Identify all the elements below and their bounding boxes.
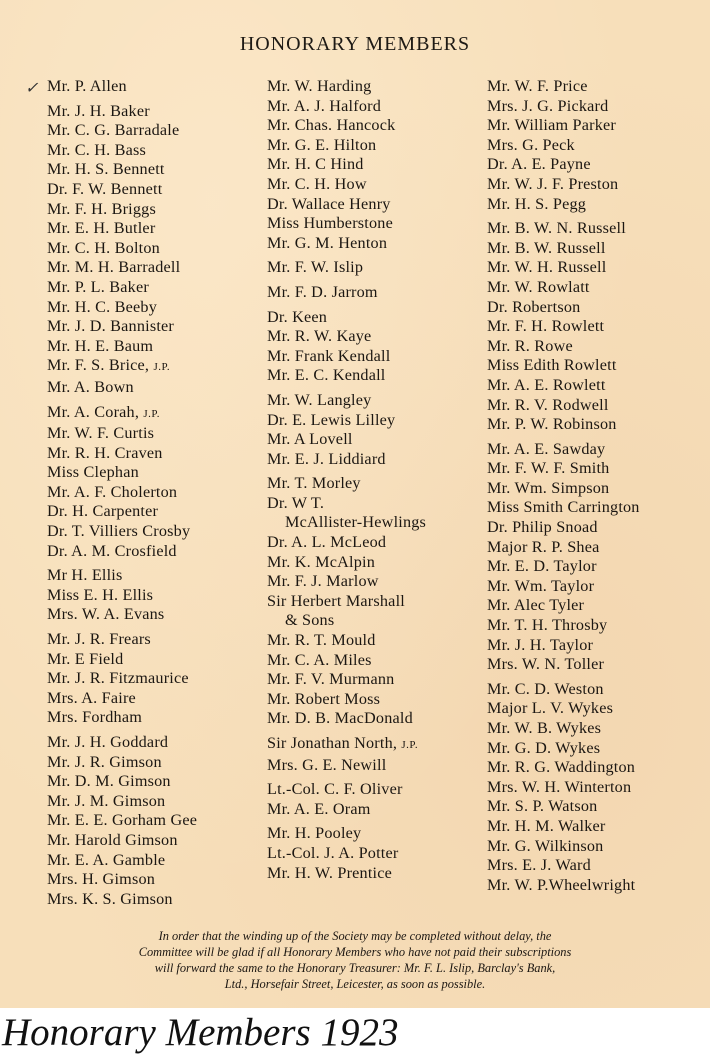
member-name <box>487 116 640 136</box>
member-name <box>487 758 640 778</box>
member-name <box>47 378 197 398</box>
member-name-text: Sir Jonathan North, <box>267 734 398 752</box>
member-name <box>267 175 426 195</box>
member-name <box>267 234 426 254</box>
member-name-text: Mr. E. E. Gorham Gee <box>47 811 198 830</box>
member-name <box>487 97 640 117</box>
member-name-text: Mr. R. W. Kaye <box>267 327 372 346</box>
member-name <box>47 141 197 161</box>
member-name-text: Mr. G. D. Wykes <box>487 738 601 757</box>
member-name <box>267 450 426 470</box>
member-name <box>47 870 197 890</box>
member-name-text: Mr. E. H. Butler <box>47 219 156 238</box>
member-name-text: Mr. C. G. Barradale <box>47 121 180 140</box>
member-name-text: Mr. Chas. Hancock <box>267 116 396 135</box>
member-name <box>47 733 197 753</box>
member-name <box>47 200 197 220</box>
member-name <box>267 214 426 234</box>
member-name-text: Mr. Wm. Simpson <box>487 478 610 497</box>
member-name <box>487 498 640 518</box>
member-name-text: Miss E. H. Ellis <box>47 585 154 604</box>
member-name <box>47 180 197 200</box>
member-name-text: Mr. C. H. Bolton <box>47 238 160 257</box>
note-line: Committee will be glad if all Honorary Members who have not paid their subscriptions <box>138 945 572 959</box>
member-name-text: & Sons <box>285 611 335 630</box>
page-title: HONORARY MEMBERS <box>239 33 471 55</box>
member-name-text: Mr. F. W. F. Smith <box>487 459 610 478</box>
member-name <box>47 403 197 425</box>
member-name <box>47 566 197 586</box>
member-name-text: Mr. S. P. Watson <box>487 797 598 816</box>
member-name-text: Mr. R. H. Craven <box>47 443 163 462</box>
member-name <box>47 121 197 141</box>
member-name <box>487 616 640 636</box>
member-name-text: Miss Clephan <box>47 463 139 482</box>
member-name <box>47 463 197 483</box>
member-name <box>47 356 197 378</box>
member-name-text: Mr. F. D. Jarrom <box>267 282 378 301</box>
member-name-text: Mr. H. C. Beeby <box>47 297 158 316</box>
member-name <box>47 851 197 871</box>
member-name <box>487 817 640 837</box>
member-name <box>487 155 640 175</box>
member-name <box>47 792 197 812</box>
member-name-text: Mr. W. P.Wheelwright <box>487 875 636 894</box>
member-name-text: Mrs. A. Faire <box>47 688 136 707</box>
member-name <box>47 337 197 357</box>
member-name-text: Mr. A. J. Halford <box>267 96 382 115</box>
image-caption: Honorary Members 1923 <box>2 1011 399 1054</box>
member-name <box>267 430 426 450</box>
member-name-text: Mr. A. E. Oram <box>267 799 371 818</box>
member-name-text: Mr. Frank Kendall <box>267 346 391 365</box>
member-name <box>47 278 197 298</box>
member-name <box>267 195 426 215</box>
member-name-text: Dr. H. Carpenter <box>47 502 159 521</box>
member-name <box>47 239 197 259</box>
member-name-text: Mr. D. M. Gimson <box>47 772 171 791</box>
member-name-text: Mr. R. Rowe <box>487 336 573 355</box>
member-name-text: Miss Edith Rowlett <box>487 356 617 375</box>
member-name-text: Mr. J. H. Taylor <box>487 635 594 654</box>
member-name <box>487 538 640 558</box>
member-name <box>47 772 197 792</box>
member-name-text: Mr. J. H. Baker <box>47 101 150 120</box>
member-name <box>487 239 640 259</box>
member-name <box>47 586 197 606</box>
member-name-text: Mr. A. Corah, <box>47 402 140 421</box>
member-name-text: Mr. C. D. Weston <box>487 679 604 698</box>
member-name-text: Mr. Alec Tyler <box>487 596 585 615</box>
member-title-suffix: J.P. <box>153 361 171 374</box>
member-name-text: Mr. A. F. Cholerton <box>47 482 178 501</box>
member-name <box>487 440 640 460</box>
member-name <box>487 739 640 759</box>
member-name <box>487 175 640 195</box>
member-name-text: Dr. W T. <box>267 493 325 512</box>
member-name <box>487 258 640 278</box>
member-name-text: Mr. C. H. How <box>267 174 367 193</box>
member-name <box>487 856 640 876</box>
member-name-text: Mr. F. W. Islip <box>267 258 364 277</box>
member-name <box>487 278 640 298</box>
member-name <box>487 479 640 499</box>
member-name <box>267 283 426 303</box>
member-name <box>267 553 426 573</box>
member-name <box>47 811 197 831</box>
member-name-text: Mr H. Ellis <box>47 566 123 585</box>
member-name <box>267 690 426 710</box>
member-name <box>267 670 426 690</box>
member-name <box>267 155 426 175</box>
member-name-text: Mr. T. Morley <box>267 474 361 493</box>
note-line: In order that the winding up of the Society may be completed without delay, the <box>158 929 552 943</box>
member-name <box>47 298 197 318</box>
member-name-text: Mr. A. E. Sawday <box>487 439 606 458</box>
subscription-note <box>30 928 680 992</box>
member-name-text: Dr. Philip Snoad <box>487 518 598 537</box>
member-name-text: Mr. A Lovell <box>267 430 353 449</box>
member-name-text: Mrs. W. H. Winterton <box>487 777 632 796</box>
note-line: Ltd., Horsefair Street, Leicester, as soon as possible. <box>224 977 486 991</box>
member-name-text: Mr. W. B. Wykes <box>487 719 602 737</box>
member-name-text: Mr. Harold Gimson <box>47 830 178 849</box>
member-name-text: Mr. K. McAlpin <box>267 552 376 571</box>
member-name <box>267 77 426 97</box>
member-name-text: Mr. R. G. Waddington <box>487 758 636 777</box>
member-name <box>47 77 197 97</box>
member-name <box>47 542 197 562</box>
member-name-text: Mr. B. W. N. Russell <box>487 219 626 238</box>
member-name <box>267 97 426 117</box>
member-name <box>47 102 197 122</box>
member-name-text: Mr. G. Wilkinson <box>487 836 604 855</box>
member-name <box>267 391 426 411</box>
member-name <box>47 605 197 625</box>
member-name-text: Mr. Wm. Taylor <box>487 576 595 595</box>
member-name <box>487 557 640 577</box>
member-name <box>47 669 197 689</box>
member-name-text: Mr. P. Allen <box>47 77 127 95</box>
member-name-text: Mr. H. W. Prentice <box>267 863 392 882</box>
member-name <box>487 680 640 700</box>
member-name <box>267 411 426 431</box>
member-name <box>487 596 640 616</box>
member-name <box>487 636 640 656</box>
member-name <box>47 317 197 337</box>
member-name-text: Mr. A. Bown <box>47 377 134 396</box>
member-name-text: Mr. J. R. Fitzmaurice <box>47 669 189 688</box>
member-name <box>267 258 426 278</box>
member-name-text: Mr. E Field <box>47 649 124 668</box>
member-name <box>487 719 640 739</box>
member-name <box>47 890 197 910</box>
member-name <box>267 864 426 884</box>
member-name <box>47 630 197 650</box>
member-name <box>487 195 640 215</box>
member-name-text: Dr. F. W. Bennett <box>47 179 163 198</box>
member-name-text: Mr. H. E. Baum <box>47 336 154 355</box>
member-name-text: Mr. F. S. Brice, <box>47 356 150 375</box>
member-name-text: Major L. V. Wykes <box>487 699 614 718</box>
member-name-text: Dr. Wallace Henry <box>267 194 391 213</box>
member-name-text: Mr. A. E. Rowlett <box>487 375 606 394</box>
member-name-text: Mr. H. S. Pegg <box>487 194 587 213</box>
member-name-text: Mr. B. W. Russell <box>487 238 606 257</box>
member-name-text: Mr. E. D. Taylor <box>487 557 597 576</box>
member-name <box>487 219 640 239</box>
member-name-text: McAllister-Hewlings <box>285 513 427 532</box>
member-name-text: Dr. Keen <box>267 307 328 326</box>
member-name <box>487 298 640 318</box>
member-name-text: Sir Herbert Marshall <box>267 591 405 610</box>
member-name <box>267 533 426 553</box>
member-name <box>47 708 197 728</box>
member-name <box>267 734 426 756</box>
member-name-text: Major R. P. Shea <box>487 537 600 556</box>
member-name <box>487 655 640 675</box>
member-name-text: Mr. W. F. Curtis <box>47 424 155 443</box>
member-column-2 <box>267 77 426 883</box>
member-name-text: Mr. D. B. MacDonald <box>267 709 413 728</box>
member-name <box>47 258 197 278</box>
member-name <box>487 376 640 396</box>
member-name <box>47 689 197 709</box>
member-name-text: Mr. H. M. Walker <box>487 816 606 835</box>
member-name-text: Mr. W. Rowlatt <box>487 277 590 296</box>
member-name-text: Mr. E. A. Gamble <box>47 850 166 869</box>
member-name <box>47 650 197 670</box>
member-name-text: Mr. R. V. Rodwell <box>487 395 609 414</box>
member-name-text: Mr. H. S. Bennett <box>47 160 165 179</box>
member-name <box>487 396 640 416</box>
member-name <box>267 136 426 156</box>
member-name-text: Mrs. Fordham <box>47 708 143 727</box>
member-name-text: Mr. J. D. Bannister <box>47 317 174 336</box>
member-name-text: Mr. J. R. Frears <box>47 630 151 649</box>
member-name-text: Mr. G. E. Hilton <box>267 135 377 154</box>
member-name-text: Mrs. J. G. Pickard <box>487 96 609 115</box>
member-name <box>487 317 640 337</box>
member-name <box>487 356 640 376</box>
member-name <box>47 444 197 464</box>
member-name-text: Mr. J. R. Gimson <box>47 752 162 771</box>
member-name-text: Mr. W. J. F. Preston <box>487 174 619 193</box>
member-name-text: Dr. T. Villiers Crosby <box>47 522 191 541</box>
member-name <box>267 800 426 820</box>
member-name <box>267 844 426 864</box>
member-name-text: Mrs. H. Gimson <box>47 870 156 889</box>
member-name-text: Mr. E. J. Liddiard <box>267 449 386 468</box>
member-name <box>487 699 640 719</box>
member-name <box>47 160 197 180</box>
member-name-text: Mr. C. A. Miles <box>267 650 372 669</box>
member-name <box>487 459 640 479</box>
member-name-text: Mrs. G. Peck <box>487 135 575 154</box>
member-name-text: Mr. W. Harding <box>267 77 372 95</box>
member-name-text: Mr. F. H. Rowlett <box>487 317 605 336</box>
member-name <box>487 577 640 597</box>
member-name-text: Mr. W. H. Russell <box>487 258 607 277</box>
member-name-text: Mrs. E. J. Ward <box>487 856 591 875</box>
member-name-text: Mr. G. M. Henton <box>267 233 388 252</box>
member-name-text: Dr. Robertson <box>487 297 581 316</box>
member-name-text: Dr. A. M. Crosfield <box>47 541 177 560</box>
member-name <box>267 347 426 367</box>
member-name-text: Mrs. K. S. Gimson <box>47 889 173 908</box>
member-name-text: Dr. A. L. McLeod <box>267 533 387 552</box>
member-name <box>267 611 426 631</box>
note-line: will forward the same to the Honorary Treasurer: Mr. F. L. Islip, Barclay's Bank, <box>154 961 556 975</box>
member-name-text: Mr. M. H. Barradell <box>47 258 181 277</box>
member-name-text: Mrs. W. N. Toller <box>487 655 605 674</box>
member-name <box>267 494 426 514</box>
member-name <box>267 651 426 671</box>
member-name-text: Mr. R. T. Mould <box>267 631 376 650</box>
member-name-text: Lt.-Col. C. F. Oliver <box>267 780 403 799</box>
member-name <box>47 753 197 773</box>
member-name <box>267 572 426 592</box>
member-name-text: Mr. H. C Hind <box>267 155 364 174</box>
member-name <box>267 513 426 533</box>
member-name <box>267 116 426 136</box>
member-name <box>487 136 640 156</box>
member-name-text: Lt.-Col. J. A. Potter <box>267 843 399 862</box>
member-name-text: Mr. F. J. Marlow <box>267 572 379 591</box>
member-name-text: Mr. F. H. Briggs <box>47 199 156 218</box>
member-name <box>267 780 426 800</box>
member-column-1 <box>47 77 197 909</box>
member-title-suffix: J.P. <box>143 407 161 420</box>
member-name-text: Miss Smith Carrington <box>487 498 640 517</box>
member-name <box>267 327 426 347</box>
member-name <box>47 219 197 239</box>
member-name <box>267 631 426 651</box>
member-name-text: Dr. A. E. Payne <box>487 155 591 174</box>
member-name-text: Mr. E. C. Kendall <box>267 366 386 385</box>
member-name <box>267 709 426 729</box>
member-name <box>487 778 640 798</box>
member-name-text: Mr. P. W. Robinson <box>487 415 617 434</box>
member-name <box>47 424 197 444</box>
member-name <box>267 756 426 776</box>
member-column-3 <box>487 77 640 895</box>
member-title-suffix: J.P. <box>401 739 419 751</box>
member-name <box>47 483 197 503</box>
member-name-text: Mr. H. Pooley <box>267 824 362 843</box>
member-name <box>47 502 197 522</box>
check-mark-icon: ✓ <box>25 80 39 97</box>
member-name-text: Mr. J. M. Gimson <box>47 791 166 810</box>
member-name <box>487 337 640 357</box>
member-name <box>487 797 640 817</box>
member-name <box>47 522 197 542</box>
member-name-text: Mrs. G. E. Newill <box>267 755 387 774</box>
member-name <box>487 415 640 435</box>
member-name-text: Mr. F. V. Murmann <box>267 670 395 689</box>
member-name-text: Mr. J. H. Goddard <box>47 733 169 751</box>
member-name <box>47 831 197 851</box>
member-name-text: Mr. W. F. Price <box>487 77 588 95</box>
member-name <box>487 837 640 857</box>
member-name <box>487 518 640 538</box>
member-name <box>267 592 426 612</box>
member-name <box>487 876 640 896</box>
member-name <box>487 77 640 97</box>
member-name-text: Mr. P. L. Baker <box>47 277 149 296</box>
member-name-text: Dr. E. Lewis Lilley <box>267 410 396 429</box>
member-name <box>267 366 426 386</box>
member-name-text: Miss Humberstone <box>267 214 393 233</box>
member-name <box>267 308 426 328</box>
member-name <box>267 824 426 844</box>
member-name-text: Mr. William Parker <box>487 116 616 135</box>
member-name-text: Mr. T. H. Throsby <box>487 616 608 635</box>
member-name <box>267 474 426 494</box>
member-name-text: Mrs. W. A. Evans <box>47 605 165 624</box>
member-name-text: Mr. Robert Moss <box>267 689 381 708</box>
member-name-text: Mr. W. Langley <box>267 390 372 409</box>
member-name-text: Mr. C. H. Bass <box>47 140 147 159</box>
